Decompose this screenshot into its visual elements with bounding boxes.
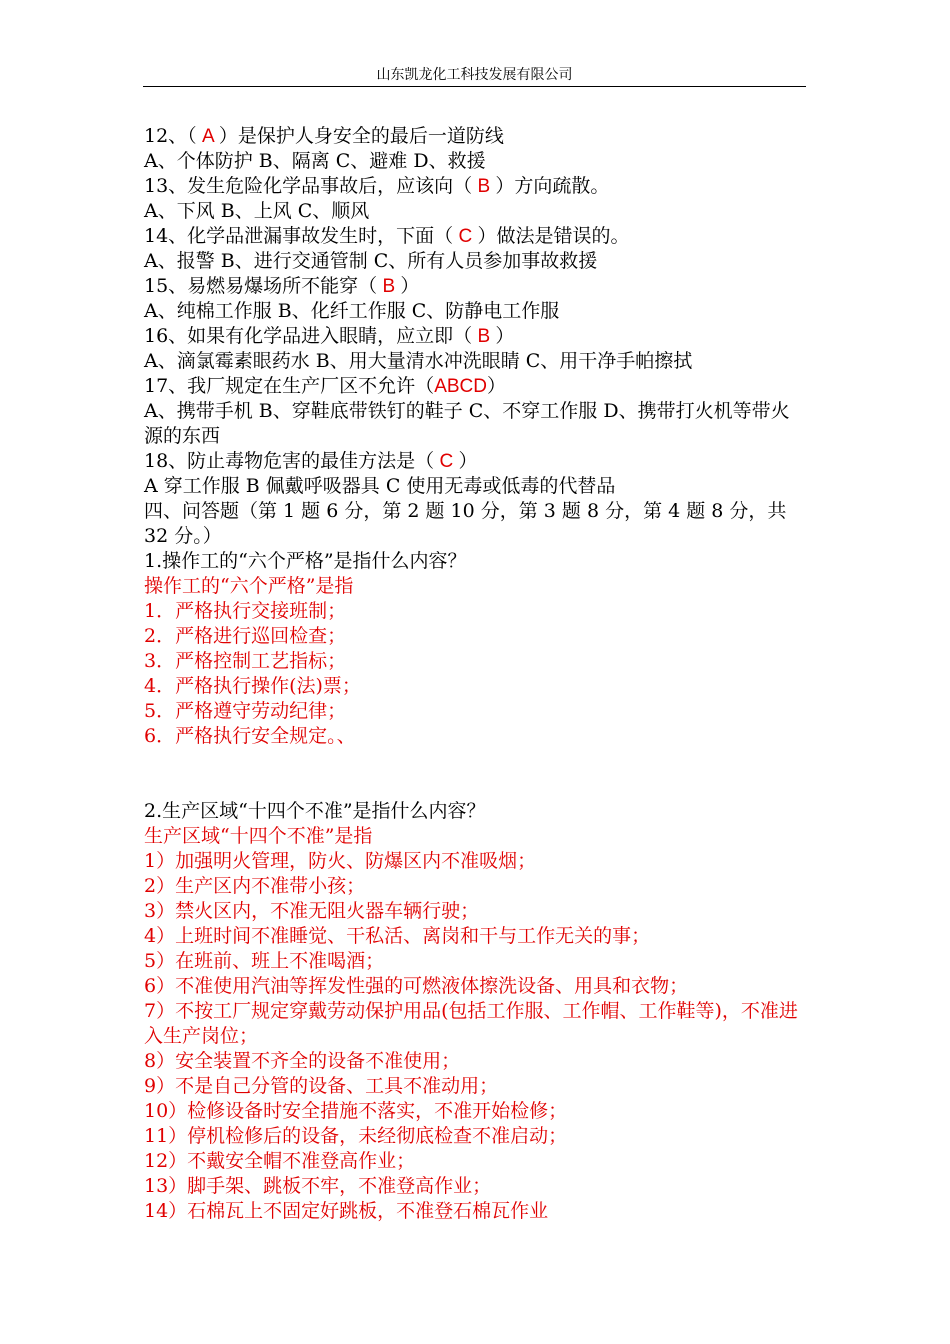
answer-key: B (472, 326, 496, 347)
blank-space (144, 749, 808, 799)
answer-list-item: 2．严格进行巡回检查； (144, 625, 347, 647)
answer-list-item: 6．严格执行安全规定。、 (144, 725, 356, 747)
question-stem-start: 13、发生危险化学品事故后，应该向（ (144, 175, 473, 197)
answer-list-item: 12）不戴安全帽不准登高作业； (144, 1150, 416, 1172)
choice-options: A、携带手机 B、穿鞋底带铁钉的鞋子 C、不穿工作服 D、携带打火机等带火源的东西 (144, 400, 790, 447)
answer-list-item: 8）安全装置不齐全的设备不准使用； (144, 1050, 461, 1072)
answer-list-item: 1）加强明火管理，防火、防爆区内不准吸烟； (144, 850, 537, 872)
question-1: 1.操作工的“六个严格”是指什么内容？ (144, 550, 467, 572)
question-stem-end: ）方向疏散。 (495, 175, 610, 197)
answer-list-item: 6）不准使用汽油等挥发性强的可燃液体擦洗设备、用具和衣物； (144, 975, 689, 997)
question-stem-end: ） (458, 450, 478, 472)
section-four-title: 四、问答题（第 1 题 6 分，第 2 题 10 分，第 3 题 8 分，第 4 题 8 分，共 32 分。） (144, 500, 787, 547)
question-stem-end: ）做法是错误的。 (477, 225, 630, 247)
answer-list-item: 14）石棉瓦上不固定好跳板，不准登石棉瓦作业 (144, 1200, 549, 1222)
question-stem-start: 14、化学品泄漏事故发生时，下面（ (144, 225, 454, 247)
answer-1-list (144, 599, 808, 749)
choice-question (144, 374, 808, 399)
document-body (144, 124, 808, 1224)
question-stem-start: 16、如果有化学品进入眼睛，应立即（ (144, 325, 473, 347)
answer-list-item: 3）禁火区内，不准无阻火器车辆行驶； (144, 900, 480, 922)
answer-key: C (453, 226, 478, 247)
choice-question (144, 124, 808, 149)
answer-list-item: 4．严格执行操作(法)票； (144, 675, 361, 697)
page-header: 山东凯龙化工科技发展有限公司 (376, 67, 573, 83)
choice-options: A、滴氯霉素眼药水 B、用大量清水冲洗眼睛 C、用干净手帕擦拭 (144, 350, 693, 372)
choice-question (144, 174, 808, 199)
choice-question (144, 224, 808, 249)
question-stem-start: 17、我厂规定在生产厂区不允许（ (144, 375, 435, 397)
answer-1-lead: 操作工的“六个严格”是指 (144, 575, 354, 597)
answer-list-item: 13）脚手架、跳板不牢，不准登高作业； (144, 1175, 492, 1197)
answer-2-lead: 生产区域“十四个不准”是指 (144, 825, 373, 847)
question-stem-end: ） (486, 375, 506, 397)
question-stem-end: ） (400, 275, 420, 297)
choice-question (144, 324, 808, 349)
question-stem-end: ） (495, 325, 515, 347)
answer-list-item: 3．严格控制工艺指标； (144, 650, 347, 672)
multiple-choice-section (144, 124, 808, 499)
answer-2-list (144, 849, 808, 1224)
question-stem-start: 15、易燃易爆场所不能穿（ (144, 275, 378, 297)
answer-key: A (196, 126, 219, 147)
answer-list-item: 11）停机检修后的设备，未经彻底检查不准启动； (144, 1125, 568, 1147)
choice-options: A、下风 B、上风 C、顺风 (144, 200, 370, 222)
answer-list-item: 1．严格执行交接班制； (144, 600, 347, 622)
choice-options: A、个体防护 B、隔离 C、避难 D、救援 (144, 150, 486, 172)
answer-list-item: 4）上班时间不准睡觉、干私活、离岗和干与工作无关的事； (144, 925, 651, 947)
choice-options: A、纯棉工作服 B、化纤工作服 C、防静电工作服 (144, 300, 560, 322)
answer-list-item: 9）不是自己分管的设备、工具不准动用； (144, 1075, 499, 1097)
answer-list-item: 5．严格遵守劳动纪律； (144, 700, 347, 722)
header-rule (143, 86, 806, 87)
choice-question (144, 449, 808, 474)
answer-key: ABCD (434, 376, 487, 397)
choice-question (144, 274, 808, 299)
answer-key: C (434, 451, 459, 472)
question-stem-start: 12、（ (144, 125, 197, 147)
answer-list-item: 7）不按工厂规定穿戴劳动保护用品(包括工作服、工作帽、工作鞋等)，不准进入生产岗位； (144, 1000, 798, 1047)
answer-key: B (472, 176, 496, 197)
answer-key: B (377, 276, 401, 297)
answer-list-item: 2）生产区内不准带小孩； (144, 875, 366, 897)
answer-list-item: 10）检修设备时安全措施不落实，不准开始检修； (144, 1100, 568, 1122)
choice-options: A、报警 B、进行交通管制 C、所有人员参加事故救援 (144, 250, 598, 272)
question-2: 2.生产区域“十四个不准”是指什么内容？ (144, 800, 486, 822)
choice-options: A 穿工作服 B 佩戴呼吸器具 C 使用无毒或低毒的代替品 (144, 475, 616, 497)
answer-list-item: 5）在班前、班上不准喝酒； (144, 950, 385, 972)
question-stem-end: ）是保护人身安全的最后一道防线 (218, 125, 504, 147)
question-stem-start: 18、防止毒物危害的最佳方法是（ (144, 450, 435, 472)
